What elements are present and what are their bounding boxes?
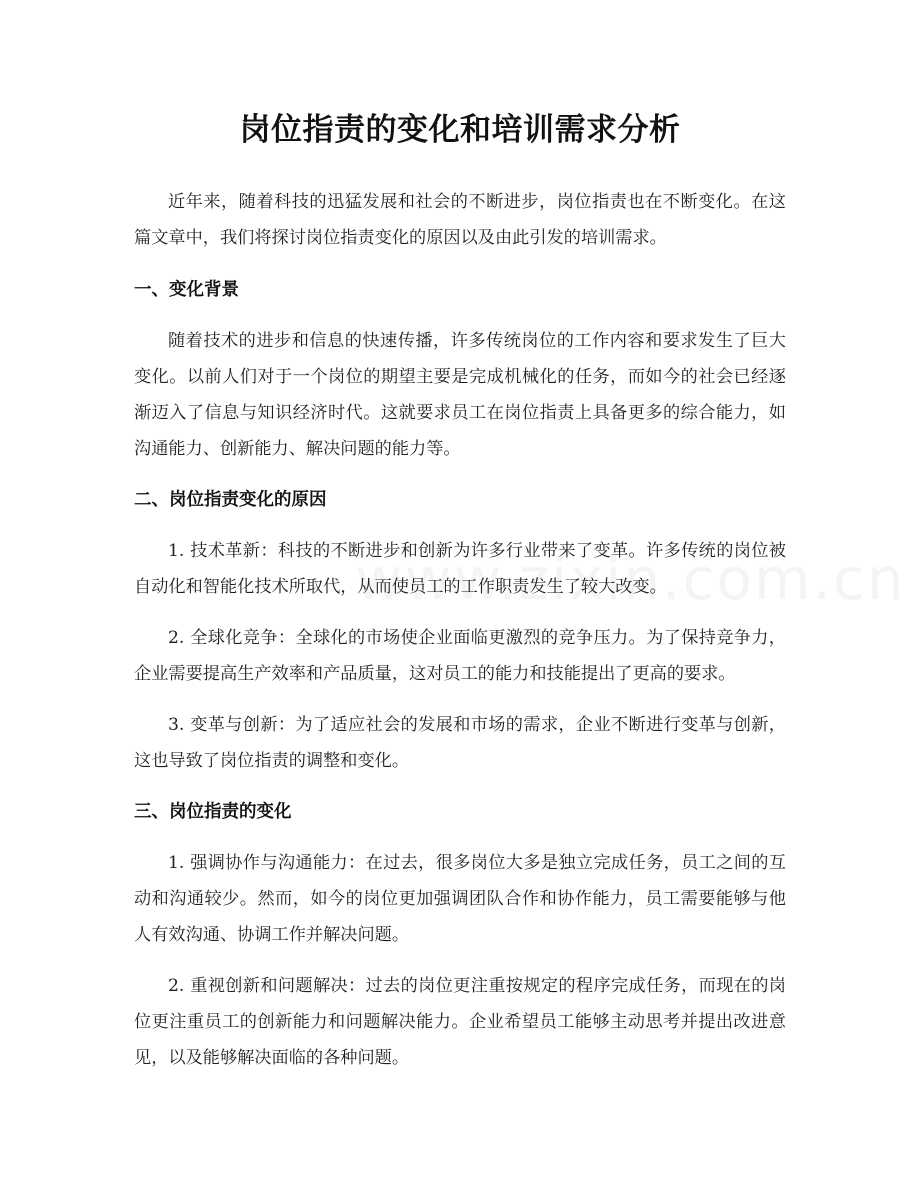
section-3-item-1: 1. 强调协作与沟通能力：在过去，很多岗位大多是独立完成任务，员工之间的互动和沟通较少。然而，如今的岗位更加强调团队合作和协作能力，员工需要能够与他人有效沟通、协调工作并解决问题。 <box>134 853 786 945</box>
section-3-item-2: 2. 重视创新和问题解决：过去的岗位更注重按规定的程序完成任务，而现在的岗位更注重员工的创新能力和问题解决能力。企业希望员工能够主动思考并提出改进意见，以及能够解决面临的各种问题。 <box>134 976 786 1068</box>
section-1-paragraph: 随着技术的进步和信息的快速传播，许多传统岗位的工作内容和要求发生了巨大变化。以前人们对于一个岗位的期望主要是完成机械化的任务，而如今的社会已经逐渐迈入了信息与知识经济时代。这就要求员工在岗位指责上具备更多的综合能力，如沟通能力、创新能力、解决问题的能力等。 <box>134 331 786 459</box>
section-2-item-1: 1. 技术革新：科技的不断进步和创新为许多行业带来了变革。许多传统的岗位被自动化和智能化技术所取代，从而使员工的工作职责发生了较大改变。 <box>134 541 786 597</box>
section-2-heading: 二、岗位指责变化的原因 <box>134 490 327 510</box>
section-2-item-3: 3. 变革与创新：为了适应社会的发展和市场的需求，企业不断进行变革与创新，这也导致了岗位指责的调整和变化。 <box>134 715 786 771</box>
section-2-item-2: 2. 全球化竞争：全球化的市场使企业面临更激烈的竞争压力。为了保持竞争力，企业需要提高生产效率和产品质量，这对员工的能力和技能提出了更高的要求。 <box>134 628 786 684</box>
section-1-heading: 一、变化背景 <box>134 280 239 300</box>
intro-paragraph: 近年来，随着科技的迅猛发展和社会的不断进步，岗位指责也在不断变化。在这篇文章中，我们将探讨岗位指责变化的原因以及由此引发的培训需求。 <box>134 192 786 248</box>
document-title: 岗位指责的变化和培训需求分析 <box>239 112 681 148</box>
section-3-heading: 三、岗位指责的变化 <box>134 802 292 822</box>
